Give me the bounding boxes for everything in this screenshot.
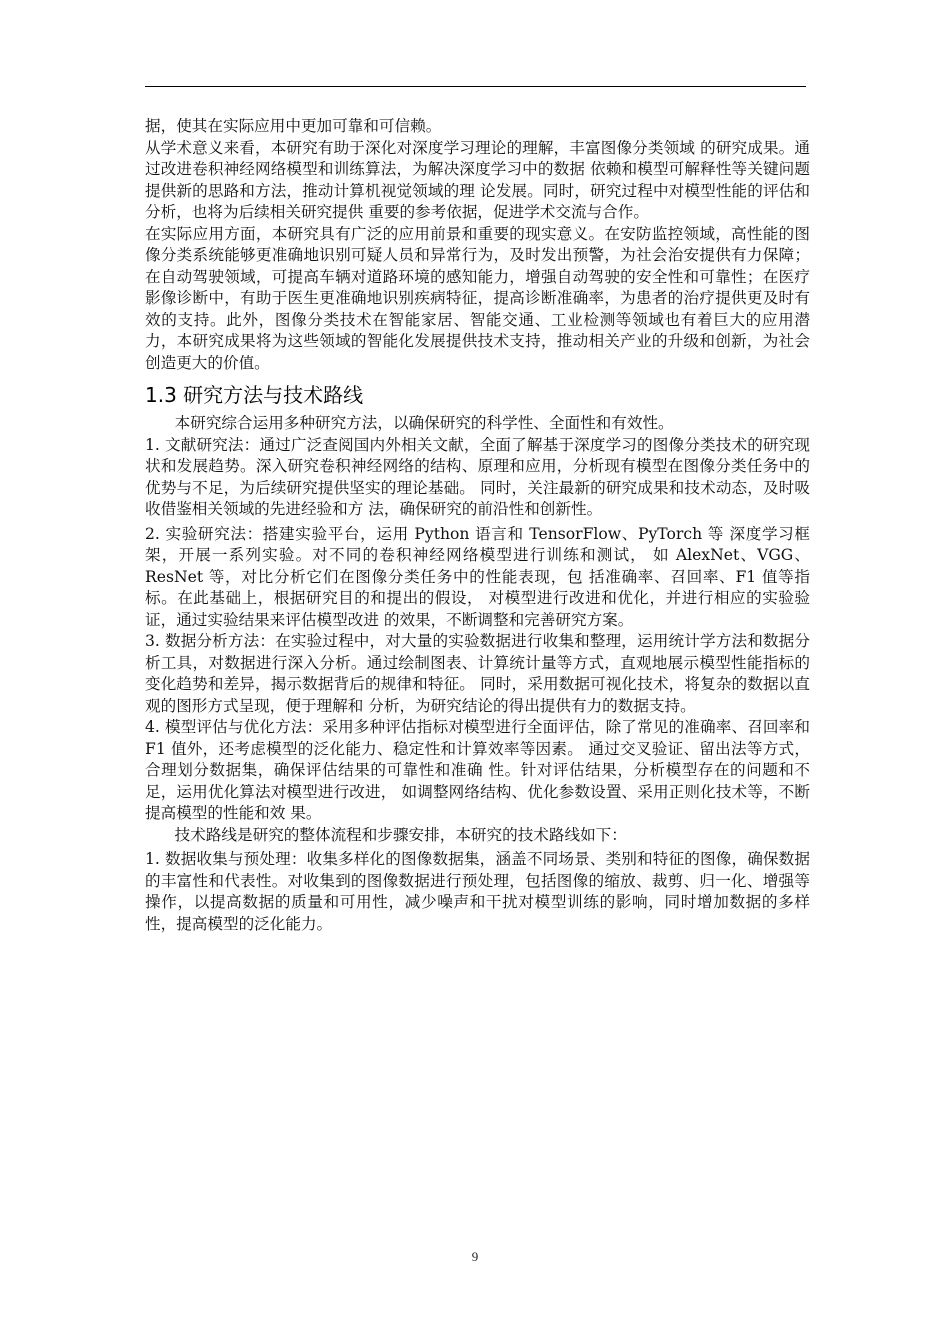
method-literature-research: 1. 文献研究法：通过广泛查阅国内外相关文献，全面了解基于深度学习的图像分类技术的研究现状和发展趋势。深入研究卷积神经网络的结构、原理和应用，分析现有模型在图像分类任务中的优势与不足，为后续研究提供坚实的理论基础。 同时，关注最新的研究成果和技术动态，及时吸收借鉴相关领域的先进经验和方 法，确保研究的前沿性和创新性。 — [145, 435, 810, 518]
method-experimental-research: 2. 实验研究法：搭建实验平台，运用 Python 语言和 TensorFlow、PyTorch 等 深度学习框架，开展一系列实验。对不同的卷积神经网络模型进行训练和测试， 如 AlexNet、VGG、ResNet 等，对比分析它们在图像分类任务中的性能表现，包 括准确率、召回率、F1 值等指标。在此基础上，根据研究目的和提出的假设， 对模型进行改进和优化，并进行相应的实验验证，通过实验结果来评估模型改进 的效果，不断调整和完善研究方案。 — [145, 524, 810, 629]
page-body — [145, 116, 810, 935]
method-data-analysis: 3. 数据分析方法：在实验过程中，对大量的实验数据进行收集和整理，运用统计学方法和数据分析工具，对数据进行深入分析。通过绘制图表、计算统计量等方式，直观地展示模型性能指标的变化趋势和差异，揭示数据背后的规律和特征。 同时，采用数据可视化技术，将复杂的数据以直观的图形方式呈现，便于理解和 分析，为研究结论的得出提供有力的数据支持。 — [145, 632, 810, 715]
section-heading: 1.3 研究方法与技术路线 — [145, 383, 364, 407]
route-intro: 技术路线是研究的整体流程和步骤安排，本研究的技术路线如下： — [174, 825, 627, 844]
paragraph-practical-significance: 在实际应用方面，本研究具有广泛的应用前景和重要的现实意义。在安防监控领域，高性能的图像分类系统能够更准确地识别可疑人员和异常行为，及时发出预警，为社会治安提供有力保障；在自动驾驶领域，可提高车辆对道路环境的感知能力，增强自动驾驶的安全性和可靠性；在医疗影像诊断中，有助于医生更准确地识别疾病特征，提高诊断准确率，为患者的治疗提供更及时有效的支持。此外，图像分类技术在智能家居、智能交通、工业检测等领域也有着巨大的应用潜力，本研究成果将为这些领域的智能化发展提供技术支持，推动相关产业的升级和创新，为社会创造更大的价值。 — [145, 224, 810, 372]
method-model-evaluation: 4. 模型评估与优化方法：采用多种评估指标对模型进行全面评估，除了常见的准确率、召回率和 F1 值外，还考虑模型的泛化能力、稳定性和计算效率等因素。 通过交叉验证、留出法等方式，合理划分数据集，确保评估结果的可靠性和准确 性。针对评估结果，分析模型存在的问题和不足，运用优化算法对模型进行改进， 如调整网络结构、优化参数设置、采用正则化技术等，不断提高模型的性能和效 果。 — [145, 718, 810, 822]
route-step-data-collection: 1. 数据收集与预处理：收集多样化的图像数据集，涵盖不同场景、类别和特征的图像，确保数据的丰富性和代表性。对收集到的图像数据进行预处理，包括图像的缩放、裁剪、归一化、增强等操作，以提高数据的质量和可用性，减少噪声和干扰对模型训练的影响，同时增加数据的多样性，提高模型的泛化能力。 — [145, 850, 810, 933]
paragraph-academic-significance: 从学术意义来看，本研究有助于深化对深度学习理论的理解，丰富图像分类领域 的研究成果。通过改进卷积神经网络模型和训练算法，为解决深度学习中的数据 依赖和模型可解释性等关键问题提供新的思路和方法，推动计算机视觉领域的理 论发展。同时，研究过程中对模型性能的评估和分析，也将为后续相关研究提供 重要的参考依据，促进学术交流与合作。 — [145, 138, 810, 221]
page-number: 9 — [471, 1249, 479, 1264]
paragraph-continuation: 据，使其在实际应用中更加可靠和可信赖。 — [145, 117, 442, 135]
header-rule — [145, 86, 806, 87]
section-intro: 本研究综合运用多种研究方法，以确保研究的科学性、全面性和有效性。 — [174, 414, 674, 432]
